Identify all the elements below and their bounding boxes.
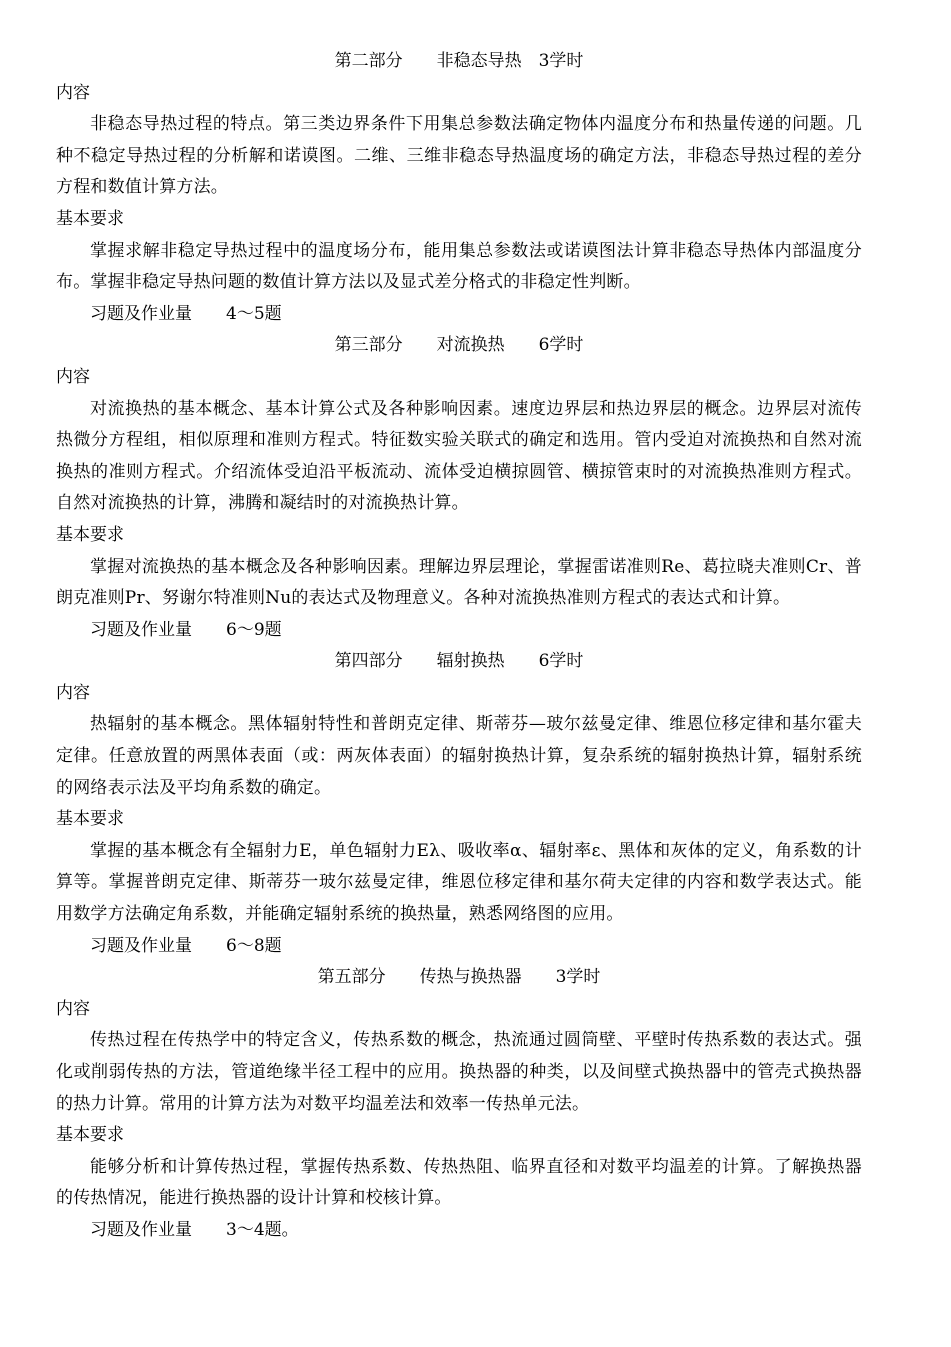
content-label: 内容: [56, 366, 90, 387]
requirements-paragraph: 掌握对流换热的基本概念及各种影响因素。理解边界层理论，掌握雷诺准则Re、葛拉晓夫准则Cr、普朗克准则Pr、努谢尔特准则Nu的表达式及物理意义。各种对流换热准则方程式的表达式和计算。: [56, 556, 862, 609]
content-paragraph: 对流换热的基本概念、基本计算公式及各种影响因素。速度边界层和热边界层的概念。边界层对流传热微分方程组，相似原理和准则方程式。特征数实验关联式的确定和选用。管内受迫对流换热和自然对流换热的准则方程式。介绍流体受迫沿平板流动、流体受迫横掠圆管、横掠管束时的对流换热准则方程式。自然对流换热的计算，沸腾和凝结时的对流换热计算。: [56, 398, 862, 514]
requirements-label: 基本要求: [56, 524, 124, 545]
document-page: [56, 46, 862, 1247]
requirements-paragraph: 掌握求解非稳定导热过程中的温度场分布，能用集总参数法或诺谟图法计算非稳态导热体内部温度分布。掌握非稳定导热问题的数值计算方法以及显式差分格式的非稳定性判断。: [56, 240, 862, 293]
requirements-paragraph: 掌握的基本概念有全辐射力E，单色辐射力Eλ、吸收率α、辐射率ε、黑体和灰体的定义，角系数的计算等。掌握普朗克定律、斯蒂芬一玻尔兹曼定律，维恩位移定律和基尔荷夫定律的内容和数学表达式。能用数学方法确定角系数，并能确定辐射系统的换热量，熟悉网络图的应用。: [56, 840, 862, 925]
content-label: 内容: [56, 82, 90, 103]
section-title: 第二部分 非稳态导热 3学时: [334, 51, 584, 71]
exercise-line: 习题及作业量 3～4题。: [90, 1219, 299, 1240]
requirements-label: 基本要求: [56, 809, 124, 830]
section-part-3: [56, 330, 862, 646]
exercise-line: 习题及作业量 6～8题: [90, 935, 282, 956]
requirements-paragraph: 能够分析和计算传热过程，掌握传热系数、传热热阻、临界直径和对数平均温差的计算。了解换热器的传热情况，能进行换热器的设计计算和校核计算。: [56, 1156, 862, 1209]
requirements-label: 基本要求: [56, 1125, 124, 1146]
section-part-2: [56, 46, 862, 330]
content-paragraph: 非稳态导热过程的特点。第三类边界条件下用集总参数法确定物体内温度分布和热量传递的问题。几种不稳定导热过程的分析解和诺谟图。二维、三维非稳态导热温度场的确定方法，非稳态导热过程的差分方程和数值计算方法。: [56, 114, 862, 198]
content-paragraph: 传热过程在传热学中的特定含义，传热系数的概念，热流通过圆筒壁、平壁时传热系数的表达式。强化或削弱传热的方法，管道绝缘半径工程中的应用。换热器的种类，以及间壁式换热器中的管壳式换热器的热力计算。常用的计算方法为对数平均温差法和效率一传热单元法。: [56, 1030, 862, 1114]
section-title: 第五部分 传热与换热器 3学时: [317, 967, 601, 988]
section-title: 第四部分 辐射换热 6学时: [334, 651, 584, 672]
requirements-label: 基本要求: [56, 208, 124, 229]
section-part-4: [56, 646, 862, 962]
content-paragraph: 热辐射的基本概念。黑体辐射特性和普朗克定律、斯蒂芬—玻尔兹曼定律、维恩位移定律和基尔霍夫定律。任意放置的两黑体表面（或：两灰体表面）的辐射换热计算，复杂系统的辐射换热计算，辐射系统的网络表示法及平均角系数的确定。: [56, 714, 862, 798]
section-part-5: [56, 962, 862, 1246]
section-title: 第三部分 对流换热 6学时: [334, 335, 584, 356]
exercise-line: 习题及作业量 6～9题: [90, 619, 282, 640]
content-label: 内容: [56, 682, 90, 703]
exercise-line: 习题及作业量 4～5题: [90, 303, 282, 324]
content-label: 内容: [56, 998, 90, 1019]
